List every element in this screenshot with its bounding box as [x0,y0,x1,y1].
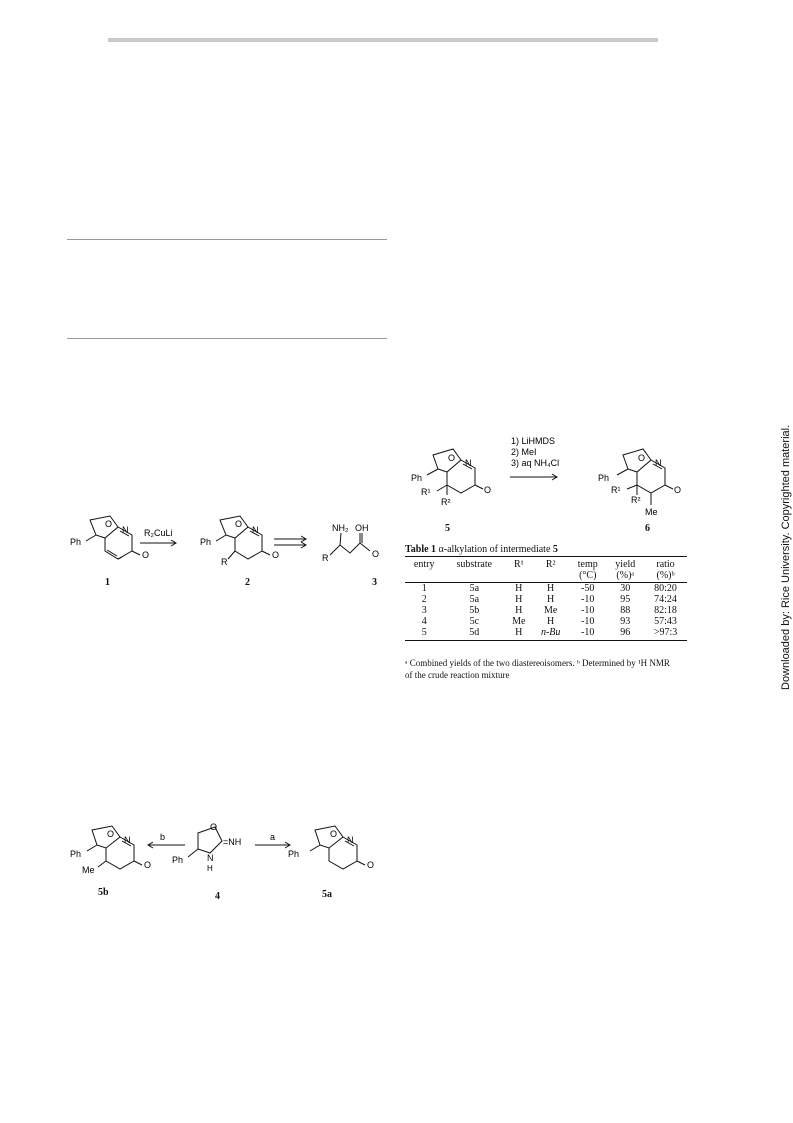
footnote-line-2: of the crude reaction mixture [405,670,510,680]
condition-3: 3) aq NH₄Cl [511,458,560,468]
atom-me-5b: Me [82,865,95,875]
atom-o-1b: O [142,550,150,560]
scheme-right [405,425,705,537]
cell-ratio: 80:20 [654,583,677,594]
header-substrate: substrate [443,557,505,571]
compound-label-1: 1 [105,577,110,588]
cell-yield: 96 [607,627,645,641]
cell-entry: 2 [421,594,427,605]
cell-temp: -10 [581,594,595,605]
atom-ph-2: Ph [200,537,212,547]
atom-ph-5a: Ph [288,849,300,859]
cell-r1: H [515,583,523,594]
atom-r2-6: R² [631,495,641,505]
atom-o-5a-carbonyl: O [367,860,375,870]
cell-r2: H [547,594,555,605]
atom-r-2: R [221,557,228,567]
table-header-units-row [405,570,687,583]
header-r2-unit [532,570,569,583]
cell-r1: H [505,627,532,641]
cell-substrate: 5b [469,605,480,616]
condition-2: 2) MeI [511,447,537,457]
cell-ratio: >97:3 [644,627,687,641]
compound-label-3: 3 [372,577,377,588]
compound-label-4: 4 [215,891,220,902]
cell-entry: 4 [421,616,427,627]
header-ratio-unit: (%)ᵇ [644,570,687,583]
cell-temp: -50 [581,583,595,594]
atom-o-2: O [235,519,243,529]
atom-o-5: O [448,453,456,463]
cell-ratio: 57:43 [654,616,677,627]
atom-o-5b: O [484,485,492,495]
cell-substrate: 5a [469,594,480,605]
atom-o-2b: O [272,550,280,560]
cell-yield: 95 [620,594,631,605]
atom-n-4: N [207,853,214,863]
atom-oh-3: OH [355,523,369,533]
condition-1: 1) LiHMDS [511,436,556,446]
compound-label-5: 5 [445,523,450,534]
header-ratio: ratio [644,557,687,571]
atom-ph-6: Ph [598,473,610,483]
header-entry-unit [405,570,443,583]
atom-r-3: R [322,553,329,563]
atom-n-5b: N [124,835,131,845]
cell-substrate: 5c [469,616,480,627]
atom-me-6: Me [645,507,658,517]
table-caption [405,544,558,555]
compound-label-5a: 5a [322,889,332,900]
table-caption-compound: 5 [552,544,558,555]
cell-temp: -10 [569,627,607,641]
header-r1-unit [505,570,532,583]
table-row [405,583,687,595]
cell-temp: -10 [581,605,595,616]
cell-r2: H [547,583,555,594]
cell-temp: -10 [581,616,595,627]
table-row [405,594,687,605]
atom-n-5: N [465,458,472,468]
atom-r1-6: R¹ [611,485,621,495]
cell-yield: 88 [620,605,631,616]
arrow-label-a: a [270,832,276,842]
alkylation-table [405,556,687,641]
header-r2: R² [532,557,569,571]
cell-r2: H [547,616,555,627]
atom-o-4: O [210,822,218,832]
atom-n-6: N [655,458,662,468]
compound-label-6: 6 [645,523,650,534]
cell-yield: 30 [620,583,631,594]
table-caption-bold: Table 1 [405,544,437,555]
atom-r2-5: R² [441,497,451,507]
atom-o-6: O [638,453,646,463]
atom-o-3: O [372,549,380,559]
atom-o-5b-carbonyl: O [144,860,152,870]
cell-substrate: 5a [469,583,480,594]
atom-imine-4: =NH [223,837,242,847]
cell-entry: 5 [405,627,443,641]
cell-ratio: 82:18 [654,605,677,616]
atom-o-1: O [105,519,113,529]
section-rule-bottom [67,338,387,339]
atom-ph-1: Ph [70,537,82,547]
table-row [405,627,687,641]
atom-ph-5b: Ph [70,849,82,859]
header-temp-unit: (°C) [569,570,607,583]
cell-r2: Me [543,605,558,616]
header-entry: entry [405,557,443,571]
atom-n-5a: N [347,835,354,845]
download-watermark: Downloaded by: Rice University. Copyrighted material. [780,424,792,690]
atom-n-2: N [252,525,259,535]
atom-o-5b: O [107,829,115,839]
header-substrate-unit [443,570,505,583]
compound-label-5b: 5b [98,887,109,898]
table-row [405,605,687,616]
table-row [405,616,687,627]
footnote-line-1: ᵃ Combined yields of the two diastereoisomers. ᵇ Determined by ¹H NMR [405,658,670,668]
cell-r1: H [515,594,523,605]
cell-substrate: 5d [443,627,505,641]
atom-nh2-3: NH₂ [332,523,349,533]
atom-r1-5: R¹ [421,487,431,497]
header-rule [108,38,658,42]
section-rule-top [67,239,387,240]
header-temp: temp [569,557,607,571]
scheme-top [60,505,390,595]
table-header-row [405,557,687,571]
table-caption-text: α-alkylation of intermediate [438,544,551,555]
table-footnote [405,657,695,681]
scheme-bottom [60,815,380,905]
reagent-label: R₂CuLi [144,528,173,538]
header-yield: yield [607,557,645,571]
atom-ph-5: Ph [411,473,423,483]
atom-o-5a: O [330,829,338,839]
cell-yield: 93 [620,616,631,627]
compound-label-2: 2 [245,577,250,588]
atom-ph-4: Ph [172,855,184,865]
atom-h-4: H [207,864,213,873]
atom-n-1: N [122,525,129,535]
cell-entry: 1 [421,583,427,594]
header-r1: R¹ [505,557,532,571]
cell-r1: Me [512,616,526,627]
cell-entry: 3 [421,605,427,616]
atom-o-6b: O [674,485,682,495]
arrow-label-b: b [160,832,166,842]
cell-r1: H [515,605,523,616]
cell-r2: n-Bu [532,627,569,641]
header-yield-unit: (%)ᵃ [607,570,645,583]
cell-ratio: 74:24 [654,594,677,605]
